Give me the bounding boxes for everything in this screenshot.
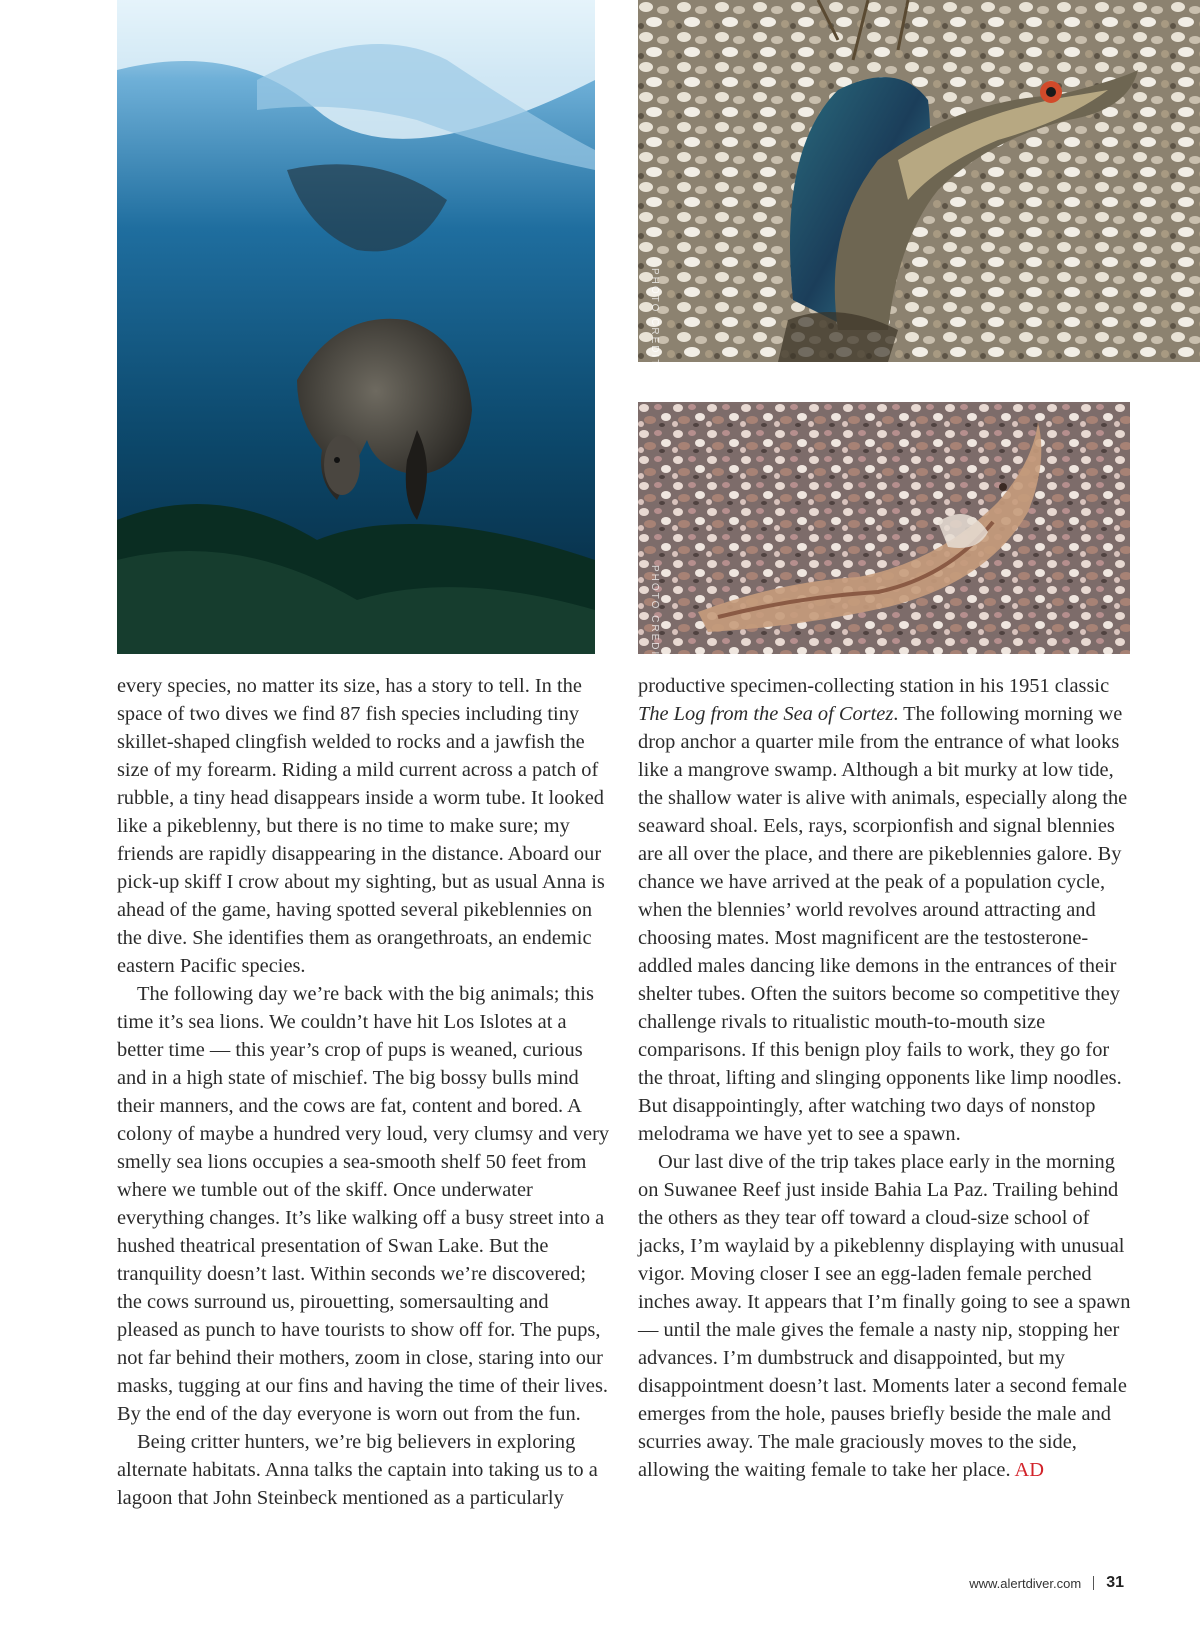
article-paragraph: Being critter hunters, we’re big believers in exploring alternate habitats. Anna talks the captain into taking us to a lagoon that John Steinbeck mentioned as a particularly xyxy=(117,1431,598,1509)
sea-lion-photo xyxy=(117,0,595,654)
article-paragraph: The following day we’re back with the big animals; this time it’s sea lions. We couldn’t have hit Los Islotes at a better time — this year’s crop of pups is weaned, curious and in a high state of mischief. The big bossy bulls mind their manners, and the cows are fat, content and bored. A colony of maybe a hundred very loud, very clumsy and very smelly sea lions occupies a sea-smooth shelf 50 feet from where we tumble out of the skiff. Once underwater everything changes. It’s like walking off a busy street into a hushed theatrical presentation of Swan Lake. But the tranquility doesn’t last. Within seconds we’re discovered; the cows surround us, pirouetting, somersaulting and pleased as punch to have tourists to show off for. The pups, not far behind their mothers, zoom in close, staring into our masks, tugging at our fins and having the time of their lives. By the end of the day everyone is worn out from the fun. xyxy=(117,983,610,1425)
paragraph-text: productive specimen-collecting station in his 1951 classic xyxy=(638,675,1110,697)
pikeblenny-top-photo xyxy=(638,0,1200,362)
footer-divider xyxy=(1093,1576,1094,1590)
article-column-left xyxy=(117,672,612,1512)
paragraph-text: Our last dive of the trip takes place early in the morning on Suwanee Reef just inside Bahia La Paz. Trailing behind the others as they tear off toward a cloud-size school of jacks, I’m waylaid by a pikeblenny displaying with unusual vigor. Moving closer I see an egg-laden female perched inches away. It appears that I’m finally going to see a spawn — until the male gives the female a nasty nip, stopping her advances. I’m dumbstruck and disappointed, but my disappointment doesn’t last. Moments later a second female emerges from the hole, pauses briefly beside the male and scurries away. The male graciously moves to the side, allowing the waiting female to take her place. xyxy=(638,1151,1131,1481)
photo-credit-top: PHOTO CREDIT xyxy=(649,268,660,368)
article-paragraph xyxy=(638,1148,1133,1484)
article-paragraph xyxy=(638,672,1133,1148)
book-title: The Log from the Sea of Cortez xyxy=(638,703,894,725)
pikeblenny-bottom-photo xyxy=(638,402,1130,654)
pikeblenny-tube-image xyxy=(638,0,1200,362)
end-mark: AD xyxy=(1014,1459,1044,1481)
photo-credit-bottom: PHOTO CREDIT xyxy=(649,565,660,665)
page-footer xyxy=(969,1574,1124,1592)
paragraph-text: . The following morning we drop anchor a quarter mile from the entrance of what looks like a mangrove swamp. Although a bit murky at low tide, the shallow water is alive with animals, especially along the seaward shoal. Eels, rays, scorpionfish and signal blennies are all over the place, and there are pikeblennies galore. By chance we have arrived at the peak of a population cycle, when the blennies’ world revolves around attracting and choosing mates. Most magnificent are the testosterone-addled males dancing like demons in the entrances of their shelter tubes. Often the suitors become so competitive they challenge rivals to ritualistic mouth-to-mouth size comparisons. If this benign ploy fails to work, they go for the throat, lifting and slinging opponents like limp noodles. But disappointingly, after watching two days of nonstop melodrama we have yet to see a spawn. xyxy=(638,703,1128,1145)
sea-lion-image xyxy=(117,0,595,654)
article-paragraph: every species, no matter its size, has a story to tell. In the space of two dives we find 87 fish species including tiny skillet-shaped clingfish welded to rocks and a jawfish the size of my forearm. Riding a mild current across a patch of rubble, a tiny head disappears inside a worm tube. It looked like a pikeblenny, but there is no time to make sure; my friends are rapidly disappearing in the distance. Aboard our pick-up skiff I crow about my sighting, but as usual Anna is ahead of the game, having spotted several pikeblennies on the dive. She identifies them as orangethroats, an endemic eastern Pacific species. xyxy=(117,675,605,977)
footer-url: www.alertdiver.com xyxy=(969,1575,1082,1591)
page-number: 31 xyxy=(1106,1574,1124,1591)
article-column-right xyxy=(638,672,1133,1484)
pikeblenny-sand-image xyxy=(638,402,1130,654)
